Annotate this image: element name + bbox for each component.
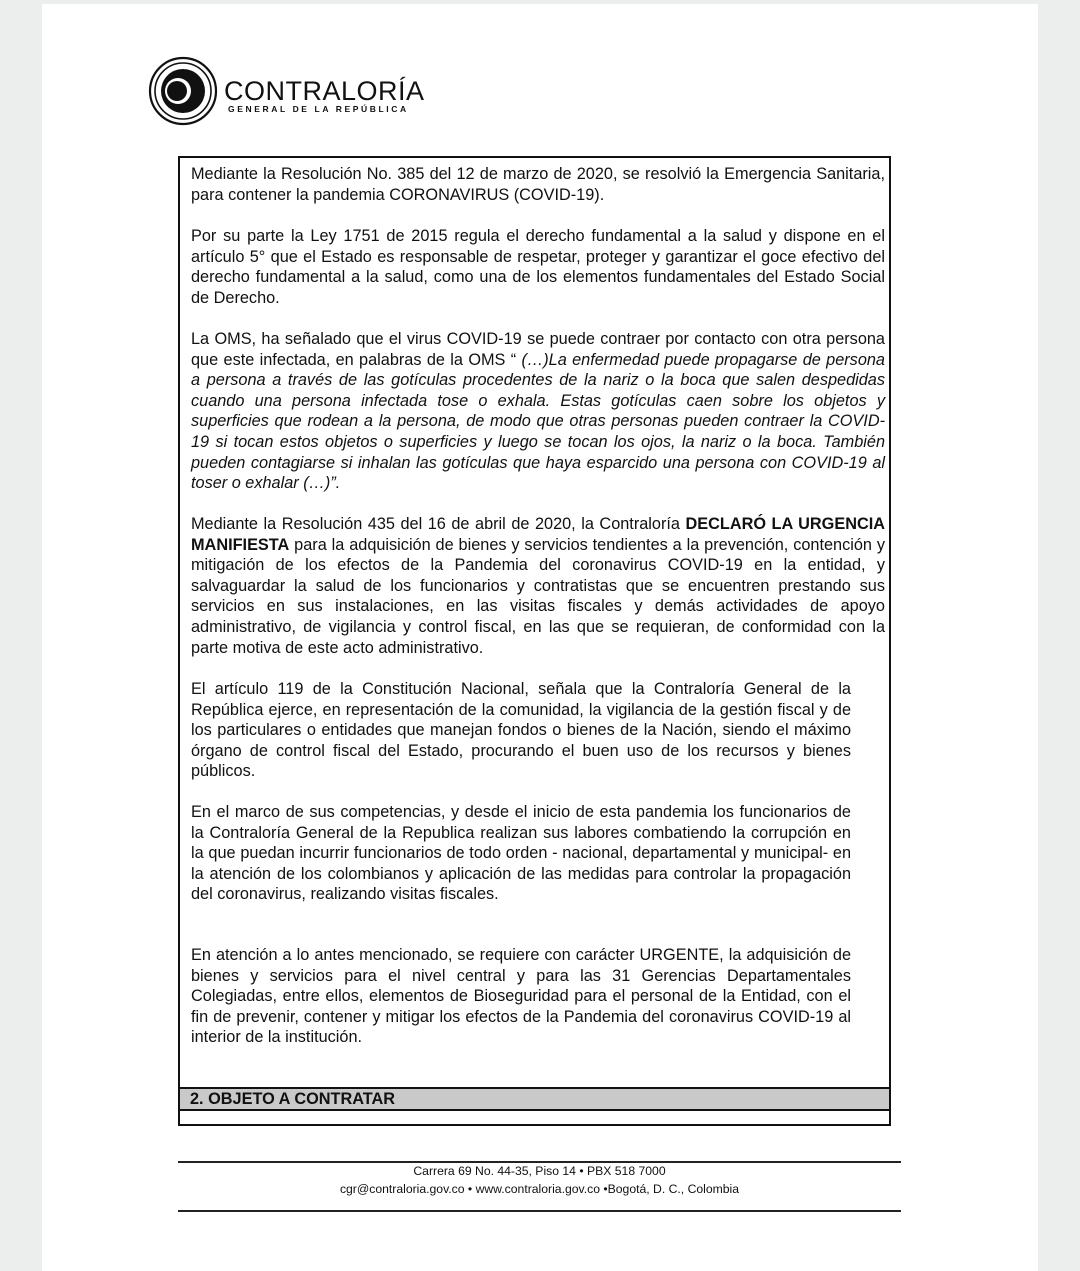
contraloria-logo-icon: [148, 52, 220, 130]
paragraph-ley-1751: Por su parte la Ley 1751 de 2015 regula el derecho fundamental a la salud y dispone en el artículo 5° que el Estado es responsable de respetar, proteger y garantizar el goce efectivo del derecho fundamental a la salud, como una de los elementos fundamentales del Estado Social de Derecho.: [191, 227, 885, 307]
document-page: [42, 4, 1038, 1271]
paragraph-resolucion-435: [191, 514, 885, 658]
oms-intro: La OMS, ha señalado que el virus COVID-19 se puede contraer por contacto con otra persona que este infectada, en palabras de la OMS “: [191, 330, 885, 369]
p4-end: para la adquisición de bienes y servicios tendientes a la prevención, contención y mitigación de los efectos de la Pandemia del coronavirus COVID-19 en la entidad, y salvaguardar la salud de los funcionarios y contratistas que se encuentren prestando sus servicios en sus instalaciones, en las visitas fiscales y demás actividades de apoyo administrativo, de vigilancia y control fiscal, en las que se requieran, de conformidad con la parte motiva de este acto administrativo.: [191, 535, 885, 657]
paragraph-resolucion-385: Mediante la Resolución No. 385 del 12 de marzo de 2020, se resolvió la Emergencia Sanitaria, para contener la pandemia CORONAVIRUS (COVID-19).: [191, 165, 885, 204]
paragraph-competencias: En el marco de sus competencias, y desde el inicio de esta pandemia los funcionarios de la Contraloría General de la Republica realizan sus labores combatiendo la corrupción en la que puedan incurrir funcionarios de todo orden - nacional, departamental y municipal- en la atención de los colombianos y aplicación de las medidas para controlar la propagación del coronavirus, realizando visitas fiscales.: [191, 803, 851, 904]
header-logo: [148, 52, 448, 130]
section-header: [180, 1087, 889, 1111]
footer-contact: cgr@contraloria.gov.co • www.contraloria.gov.co •Bogotá, D. C., Colombia: [339, 1182, 740, 1196]
org-name: CONTRALORÍA: [224, 76, 425, 106]
section-title: 2. OBJETO A CONTRATAR: [190, 1090, 396, 1108]
paragraph-atencion: En atención a lo antes mencionado, se requiere con carácter URGENTE, la adquisición de bienes y servicios para el nivel central y para las 31 Gerencias Departamentales Colegiadas, entre ellos, elementos de Bioseguridad para el personal de la Entidad, con el fin de prevenir, contener y mitigar los efectos de la Pandemia del coronavirus COVID-19 al interior de la institución.: [191, 946, 851, 1047]
p4-bold: DECLARÓ LA URGENCIA MANIFIESTA: [191, 515, 885, 554]
org-subtitle: GENERAL DE LA REPÚBLICA: [228, 104, 409, 114]
paragraph-oms: [191, 329, 885, 494]
oms-quote: (…)La enfermedad puede propagarse de persona a persona a través de las gotículas procedentes de la nariz o la boca que salen despedidas cuando una persona infectada tose o exhala. Estas gotículas caen sobre los objetos y superficies que rodean a la persona, de modo que otras personas pueden contraer la COVID-19 si tocan estos objetos o superficies y luego se tocan los ojos, la nariz o la boca. También pueden contagiarse si inhalan las gotículas que haya esparcido una persona con COVID-19 al toser o exhalar (…)”.: [191, 350, 885, 493]
footer-divider-bottom: [178, 1210, 901, 1212]
content-box: [178, 156, 891, 1126]
p4-start: Mediante la Resolución 435 del 16 de abril de 2020, la Contraloría: [191, 515, 686, 533]
footer-divider-top: [178, 1161, 901, 1163]
footer-address: Carrera 69 No. 44-35, Piso 14 • PBX 518 7000: [413, 1164, 666, 1178]
paragraph-articulo-119: El artículo 119 de la Constitución Nacional, señala que la Contraloría General de la República ejerce, en representación de la comunidad, la vigilancia de la gestión fiscal y de los particulares o entidades que manejan fondos o bienes de la Nación, siendo el máximo órgano de control fiscal del Estado, procurando el buen uso de los recursos y bienes públicos.: [191, 680, 851, 781]
